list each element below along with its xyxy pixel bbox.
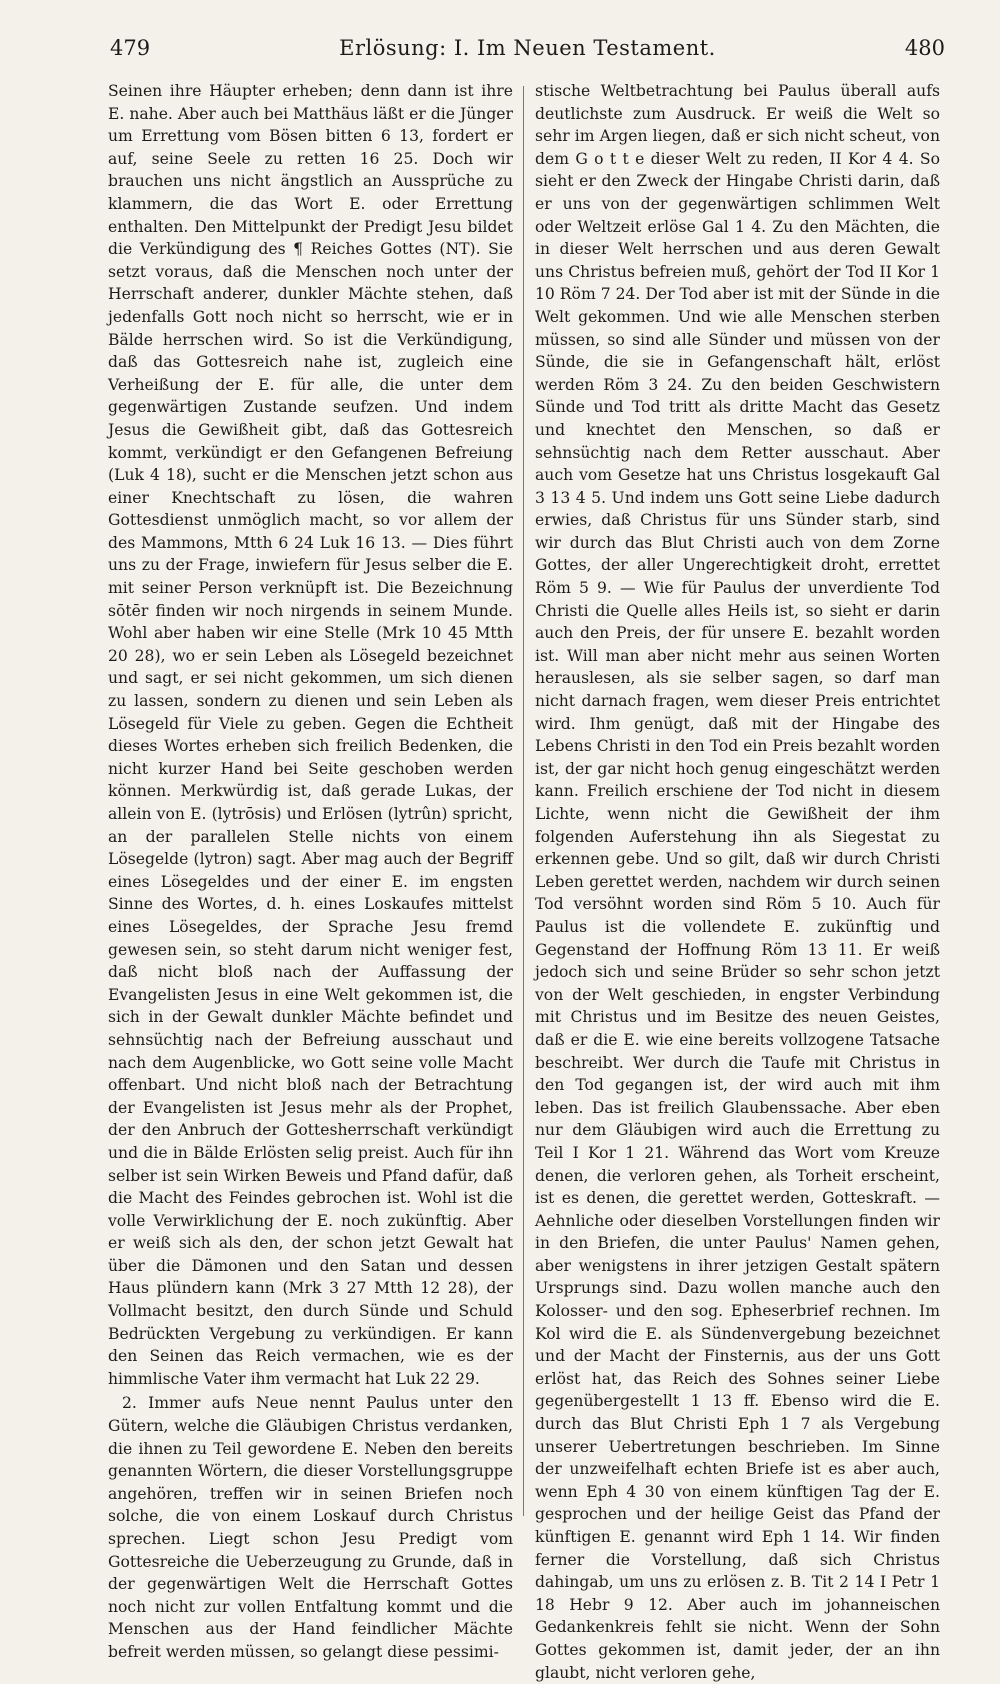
running-header — [110, 36, 945, 70]
paragraph: Seinen ihre Häupter erheben; denn dann ist ihre E. nahe. Aber auch bei Matthäus läßt er die Jünger um Errettung vom Bösen bitten 6 13, fordert er auf, seine Seele zu retten 16 25. Doch wir brauchen uns nicht ängstlich an Aussprüche zu klammern, die das Wort E. oder Errettung enthalten. Den Mittelpunkt der Predigt Jesu bildet die Verkündigung des ¶ Reiches Gottes (NT). Sie setzt voraus, daß die Menschen noch unter der Herrschaft anderer, dunkler Mächte stehen, daß jedenfalls Gott noch nicht so herrscht, wie er in Bälde herrschen wird. So ist die Verkündigung, daß das Gottesreich nahe ist, zugleich eine Verheißung der E. für alle, die unter dem gegenwärtigen Zustande seufzen. Und indem Jesus die Gewißheit gibt, daß das Gottesreich kommt, verkündigt er den Gefangenen Befreiung (Luk 4 18), sucht er die Menschen jetzt schon aus einer Knechtschaft zu lösen, die wahren Gottesdienst unmöglich macht, so vor allem der des Mammons, Mtth 6 24 Luk 16 13. — Dies führt uns zu der Frage, inwiefern für Jesus selber die E. mit seiner Person verknüpft ist. Die Bezeichnung sōtēr finden wir noch nirgends in seinem Munde. Wohl aber haben wir eine Stelle (Mrk 10 45 Mtth 20 28), wo er sein Leben als Lösegeld bezeichnet und sagt, er sei nicht gekommen, um sich dienen zu lassen, sondern zu dienen und sein Leben als Lösegeld für Viele zu geben. Gegen die Echtheit dieses Wortes erheben sich freilich Bedenken, die nicht kurzer Hand bei Seite geschoben werden können. Merkwürdig ist, daß gerade Lukas, der allein von E. (lytrōsis) und Erlösen (lytrûn) spricht, an der parallelen Stelle nichts von einem Lösegelde (lytron) sagt. Aber mag auch der Begriff eines Lösegeldes und der einer E. im engsten Sinne des Wortes, d. h. eines Loskaufes mittelst eines Lösegeldes, der Sprache Jesu fremd gewesen sein, so steht darum nicht weniger fest, daß nicht bloß nach der Auffassung der Evangelisten Jesus in eine Welt gekommen ist, die sich in der Gewalt dunkler Mächte befindet und sehnsüchtig nach der Befreiung ausschaut und nach dem Augenblicke, wo Gott seine volle Macht offenbart. Und nicht bloß nach der Betrachtung der Evangelisten ist Jesus mehr als der Prophet, der den Anbruch der Gottesherrschaft verkündigt und die in Bälde Erlösten selig preist. Auch für ihn selber ist sein Wirken Beweis und Pfand dafür, daß die Macht des Feindes gebrochen ist. Wohl ist die volle Verwirklichung der E. noch zukünftig. Aber er weiß sich als den, der schon jetzt Gewalt hat über die Dämonen und den Satan und dessen Haus plündern kann (Mrk 3 27 Mtth 12 28), der Vollmacht besitzt, den durch Sünde und Schuld Bedrückten Vergebung zu verkündigen. Er kann den Seinen das Reich vermachen, wie es der himmlische Vater ihm vermacht hat Luk 22 29. — [108, 82, 513, 1388]
column-divider — [523, 86, 524, 1516]
page-number-left: 479 — [110, 36, 151, 60]
paragraph: 2. Immer aufs Neue nennt Paulus unter den Gütern, welche die Gläubigen Christus verdanken, die ihnen zu Teil gewordene E. Neben den bereits genannten Wörtern, die dieser Vorstellungsgruppe angehören, treffen wir in seinen Briefen noch solche, die von einem Loskauf durch Christus sprechen. Liegt schon Jesu Predigt vom Gottesreiche die Ueberzeugung zu Grunde, daß in der gegenwärtigen Welt die Herrschaft Gottes noch nicht zur vollen Entfaltung kommt und die Menschen aus der Hand feindlicher Mächte befreit werden müssen, so gelangt diese pessimi- — [108, 1394, 513, 1661]
paragraph: stische Weltbetrachtung bei Paulus überall aufs deutlichste zum Ausdruck. Er weiß die Welt so sehr im Argen liegen, daß er sich nicht scheut, von dem G o t t e dieser Welt zu reden, II Kor 4 4. So sieht er den Zweck der Hingabe Christi darin, daß er uns von der gegenwärtigen schlimmen Welt oder Weltzeit erlöse Gal 1 4. Zu den Mächten, die in dieser Welt herrschen und aus deren Gewalt uns Christus befreien muß, gehört der Tod II Kor 1 10 Röm 7 24. Der Tod aber ist mit der Sünde in die Welt gekommen. Und wie alle Menschen sterben müssen, so sind alle Sünder und müssen von der Sünde, die sie in Gefangenschaft hält, erlöst werden Röm 3 24. Zu den beiden Geschwistern Sünde und Tod tritt als dritte Macht das Gesetz und knechtet den Menschen, so daß er sehnsüchtig nach dem Retter ausschaut. Aber auch vom Gesetze hat uns Christus losgekauft Gal 3 13 4 5. Und indem uns Gott seine Liebe dadurch erwies, daß Christus für uns Sünder starb, sind wir durch das Blut Christi auch von dem Zorne Gottes, der aller Ungerechtigkeit droht, errettet Röm 5 9. — Wie für Paulus der unverdiente Tod Christi die Quelle alles Heils ist, so sieht er darin auch den Preis, der für unsere E. bezahlt worden ist. Will man aber nicht mehr aus seinen Worten herauslesen, als sie selber sagen, so darf man nicht darnach fragen, wem dieser Preis entrichtet wird. Ihm genügt, daß mit der Hingabe des Lebens Christi in den Tod ein Preis bezahlt worden ist, der gar nicht hoch genug eingeschätzt werden kann. Freilich erschiene der Tod nicht in diesem Lichte, wenn nicht die Gewißheit der ihm folgenden Auferstehung ihn als Siegestat zu erkennen gebe. Und so gilt, daß wir durch Christi Leben gerettet werden, nachdem wir durch seinen Tod versöhnt worden sind Röm 5 10. Auch für Paulus ist die vollendete E. zukünftig und Gegenstand der Hoffnung Röm 13 11. Er weiß jedoch sich und seine Brüder so sehr schon jetzt von der Welt geschieden, in engster Verbindung mit Christus und im Besitze des neuen Geistes, daß er die E. wie eine bereits vollzogene Tatsache beschreibt. Wer durch die Taufe mit Christus in den Tod gegangen ist, der wird auch mit ihm leben. Das ist freilich Glaubenssache. Aber eben nur dem Gläubigen wird auch die Errettung zu Teil I Kor 1 21. Während das Wort vom Kreuze denen, die verloren gehen, als Torheit erscheint, ist es denen, die gerettet werden, Gotteskraft. — Aehnliche oder dieselben Vorstellungen finden wir in den Briefen, die unter Paulus' Namen gehen, aber wenigstens in ihrer jetzigen Gestalt spätern Ursprungs sind. Dazu wollen manche auch den Kolosser- und den sog. Epheserbrief rechnen. Im Kol wird die E. als Sündenvergebung bezeichnet und der Macht der Finsternis, aus der uns Gott erlöst hat, das Reich des Sohnes seiner Liebe gegenübergestellt 1 13 ff. Ebenso wird die E. durch das Blut Christi Eph 1 7 als Vergebung unserer Uebertretungen beschrieben. Im Sinne der unzweifelhaft echten Briefe ist es aber auch, wenn Eph 4 30 von einem künftigen Tag der E. gesprochen und der heilige Geist das Pfand der künftigen E. genannt wird Eph 1 14. Wir finden ferner die Vorstellung, daß sich Christus dahingab, um uns zu erlösen z. B. Tit 2 14 I Petr 1 18 Hebr 9 12. Aber auch im johanneischen Gedankenkreis fehlt sie nicht. Wenn der Sohn Gottes gekommen ist, damit jeder, der an ihn glaubt, nicht verloren gehe, — [535, 82, 940, 1682]
left-column — [108, 80, 513, 1661]
running-title: Erlösung: I. Im Neuen Testament. — [339, 36, 716, 60]
right-column — [535, 80, 940, 1682]
page-number-right: 480 — [904, 36, 945, 60]
